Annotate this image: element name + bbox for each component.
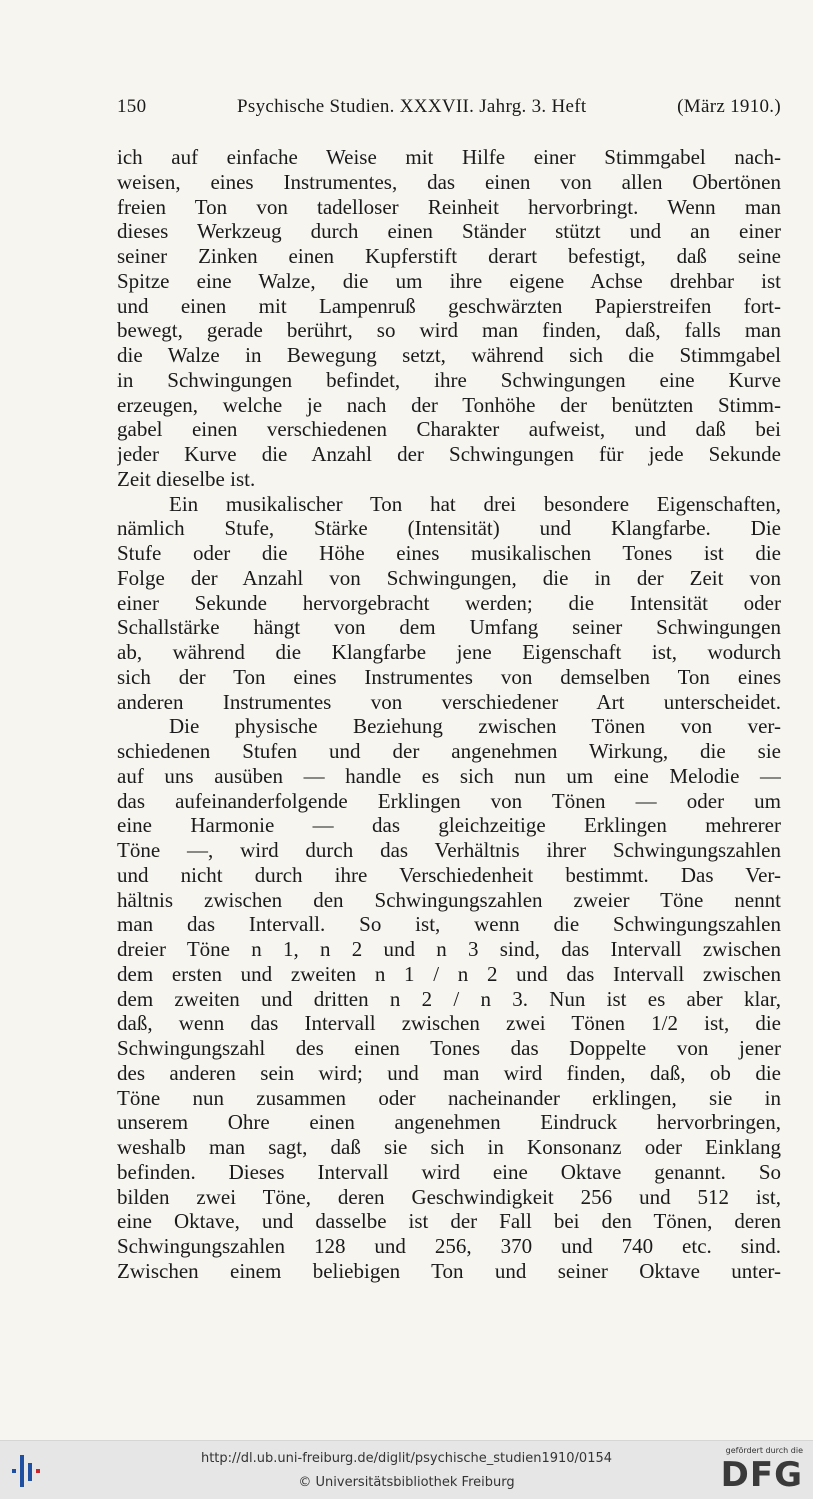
- text-line: nämlich Stufe, Stärke (Intensität) und Klangfarbe. Die: [117, 516, 781, 541]
- text-line: Schwingungszahlen 128 und 256, 370 und 740 etc. sind.: [117, 1234, 781, 1258]
- text-line: bewegt, gerade berührt, so wird man finden, daß, falls man: [117, 318, 781, 343]
- text-line: Schallstärke hängt von dem Umfang seiner Schwingungen: [117, 615, 781, 640]
- viewer-footer: [0, 1440, 813, 1499]
- text-line: auf uns ausüben — handle es sich nun um eine Melodie —: [117, 763, 781, 788]
- text-line: dieses Werkzeug durch einen Ständer stützt und an einer: [117, 219, 781, 244]
- text-line: gabel einen verschiedenen Charakter aufweist, und daß bei: [117, 417, 781, 442]
- text-line: Stufe oder die Höhe eines musikalischen Tones ist die: [117, 541, 781, 565]
- text-line: befinden. Dieses Intervall wird eine Oktave genannt. So: [117, 1159, 781, 1184]
- text-line: Schwingungszahl des einen Tones das Doppelte von jener: [117, 1036, 781, 1060]
- text-line: die Walze in Bewegung setzt, während sich die Stimmgabel: [117, 343, 781, 367]
- dfg-logo: DFG: [720, 1455, 803, 1495]
- text-line: dem ersten und zweiten n 1 / n 2 und das Intervall zwischen: [117, 961, 781, 986]
- text-line: Folge der Anzahl von Schwingungen, die in der Zeit von: [117, 565, 781, 590]
- issue-date: (März 1910.): [677, 96, 781, 117]
- text-line: man das Intervall. So ist, wenn die Schwingungszahlen: [117, 912, 781, 937]
- text-line: jeder Kurve die Anzahl der Schwingungen für jede Sekunde: [117, 442, 781, 466]
- text-line: ich auf einfache Weise mit Hilfe einer Stimmgabel nach-: [117, 145, 781, 169]
- text-line: Die physische Beziehung zwischen Tönen von ver-: [169, 714, 781, 739]
- text-line: und nicht durch ihre Verschiedenheit bestimmt. Das Ver-: [117, 862, 781, 887]
- text-line: Zwischen einem beliebigen Ton und seiner Oktave unter-: [117, 1258, 781, 1283]
- text-line: in Schwingungen befindet, ihre Schwingungen eine Kurve: [117, 367, 781, 392]
- text-line: anderen Instrumentes von verschiedener Art unterscheidet.: [117, 689, 781, 714]
- copyright-notice: © Universitätsbibliothek Freiburg: [298, 1475, 515, 1490]
- body-text: [117, 145, 781, 1284]
- text-line: ab, während die Klangfarbe jene Eigenschaft ist, wodurch: [117, 640, 781, 664]
- text-line: seiner Zinken einen Kupferstift derart befestigt, daß seine: [117, 244, 781, 268]
- text-line: einer Sekunde hervorgebracht werden; die Intensität oder: [117, 590, 781, 615]
- text-line: dreier Töne n 1, n 2 und n 3 sind, das Intervall zwischen: [117, 937, 781, 961]
- text-line: schiedenen Stufen und der angenehmen Wirkung, die sie: [117, 739, 781, 763]
- dfg-caption: gefördert durch die: [725, 1446, 803, 1455]
- text-line: hältnis zwischen den Schwingungszahlen zweier Töne nennt: [117, 887, 781, 912]
- text-line: weisen, eines Instrumentes, das einen von allen Obertönen: [117, 169, 781, 194]
- text-line: Zeit dieselbe ist.: [117, 466, 256, 491]
- text-line: Töne nun zusammen oder nacheinander erklingen, sie in: [117, 1085, 781, 1110]
- text-line: eine Oktave, und dasselbe ist der Fall bei den Tönen, deren: [117, 1209, 781, 1234]
- journal-title: Psychische Studien. XXXVII. Jahrg. 3. Heft: [237, 96, 587, 117]
- text-line: Ein musikalischer Ton hat drei besondere Eigenschaften,: [169, 491, 781, 516]
- text-line: weshalb man sagt, daß sie sich in Konsonanz oder Einklang: [117, 1135, 781, 1159]
- page-number: 150: [117, 96, 147, 117]
- text-line: und einen mit Lampenruß geschwärzten Papierstreifen fort-: [117, 293, 781, 318]
- permalink-url[interactable]: http://dl.ub.uni-freiburg.de/diglit/psychische_studien1910/0154: [200, 1451, 613, 1466]
- text-line: freien Ton von tadelloser Reinheit hervorbringt. Wenn man: [117, 194, 781, 219]
- text-line: Töne —, wird durch das Verhältnis ihrer Schwingungszahlen: [117, 838, 781, 862]
- text-line: daß, wenn das Intervall zwischen zwei Tönen 1/2 ist, die: [117, 1011, 781, 1036]
- running-header: [117, 96, 781, 118]
- text-line: bilden zwei Töne, deren Geschwindigkeit 256 und 512 ist,: [117, 1184, 781, 1209]
- text-line: das aufeinanderfolgende Erklingen von Tönen — oder um: [117, 788, 781, 813]
- text-line: unserem Ohre einen angenehmen Eindruck hervorbringen,: [117, 1110, 781, 1135]
- text-line: des anderen sein wird; und man wird finden, daß, ob die: [117, 1060, 781, 1085]
- text-line: sich der Ton eines Instrumentes von demselben Ton eines: [117, 664, 781, 689]
- text-line: erzeugen, welche je nach der Tonhöhe der benützten Stimm-: [117, 392, 781, 417]
- text-line: eine Harmonie — das gleichzeitige Erklingen mehrerer: [117, 813, 781, 838]
- text-line: Spitze eine Walze, die um ihre eigene Achse drehbar ist: [117, 268, 781, 293]
- text-line: dem zweiten und dritten n 2 / n 3. Nun ist es aber klar,: [117, 986, 781, 1011]
